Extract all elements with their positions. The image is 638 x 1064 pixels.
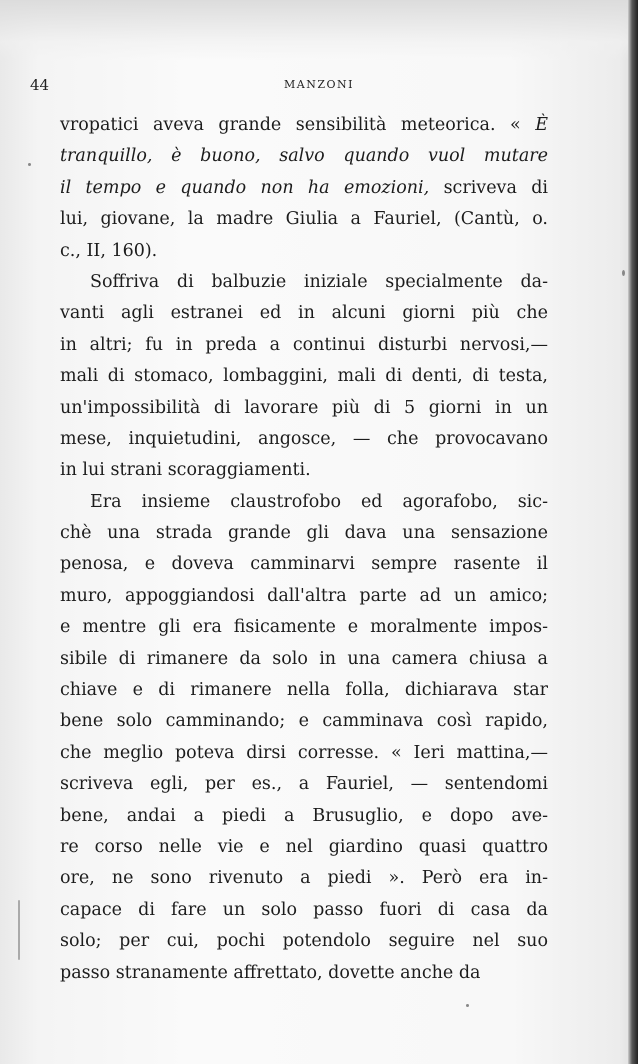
text-line (60, 110, 548, 141)
text-line (60, 863, 548, 894)
text-line (60, 644, 548, 675)
page-binding-edge (628, 0, 638, 1064)
text-line (60, 393, 548, 424)
paragraph (60, 487, 548, 989)
paragraph (60, 110, 548, 267)
paper-speck (28, 163, 31, 166)
text-line (60, 801, 548, 832)
text-segment: Soffriva di balbuzie iniziale specialmente da- (90, 271, 548, 292)
text-line (60, 706, 548, 737)
text-line (60, 487, 548, 518)
text-segment: solo; per cui, pochi potendolo seguire nel suo (60, 931, 548, 952)
text-line (60, 675, 548, 706)
text-segment: muro, appoggiandosi dall'altra parte ad un amico; (60, 585, 548, 606)
text-segment: un'impossibilità di lavorare più di 5 giorni in un (60, 397, 548, 418)
text-line (60, 769, 548, 800)
text-line (60, 738, 548, 769)
text-line (60, 958, 548, 989)
text-segment: in altri; fu in preda a continui disturbi nervosi,— (60, 334, 548, 355)
italic-quote-segment: tranquillo, è buono, salvo quando vuol mutare (60, 146, 548, 167)
text-line (60, 330, 548, 361)
text-segment: sibile di rimanere da solo in una camera chiusa a (60, 648, 548, 669)
text-segment: ore, ne sono rivenuto a piedi ». Però era in- (60, 868, 548, 889)
text-segment: c., II, 160). (60, 240, 158, 261)
page-number: 44 (30, 76, 50, 94)
text-segment: vropatici aveva grande sensibilità meteorica. « (60, 115, 536, 135)
text-segment: in lui strani scoraggiamenti. (60, 460, 311, 481)
text-segment: vanti agli estranei ed in alcuni giorni più che (60, 303, 548, 324)
text-segment: Era insieme claustrofobo ed agorafobo, sic- (90, 491, 548, 512)
text-line (60, 424, 548, 455)
italic-quote-segment: il tempo e quando non ha emozioni, (60, 177, 430, 198)
paper-mark (18, 900, 20, 960)
running-head: MANZONI (284, 78, 354, 91)
text-line (60, 581, 548, 612)
text-segment: chiave e di rimanere nella folla, dichiarava star (60, 680, 548, 701)
text-line (60, 204, 548, 235)
text-line (60, 926, 548, 957)
text-line (60, 361, 548, 392)
paper-speck (622, 270, 625, 276)
text-segment: re corso nelle vie e nel giardino quasi quattro (60, 836, 548, 857)
text-segment: mali di stomaco, lombaggini, mali di denti, di testa, (60, 366, 548, 387)
text-line (60, 298, 548, 329)
text-segment: chè una strada grande gli dava una sensazione (60, 523, 548, 544)
body-text (60, 110, 548, 989)
text-segment: penosa, e doveva camminarvi sempre rasente il (60, 554, 548, 575)
text-line (60, 141, 548, 172)
text-line (60, 267, 548, 298)
text-line (60, 895, 548, 926)
text-segment: capace di fare un solo passo fuori di casa da (60, 899, 548, 920)
text-segment: bene solo camminando; e camminava così rapido, (60, 711, 548, 732)
text-line (60, 518, 548, 549)
text-line (60, 832, 548, 863)
paragraph (60, 267, 548, 487)
text-segment: bene, andai a piedi a Brusuglio, e dopo ave- (60, 805, 548, 826)
text-line (60, 612, 548, 643)
text-segment: mese, inquietudini, angosce, — che provocavano (60, 428, 548, 449)
text-segment: che meglio poteva dirsi corresse. « Ieri mattina,— (60, 742, 548, 763)
text-segment: lui, giovane, la madre Giulia a Fauriel, (Cantù, o. (60, 209, 548, 230)
page-header (0, 70, 638, 98)
italic-quote-segment: È (535, 115, 548, 135)
paper-speck (466, 1004, 469, 1007)
text-segment: scriveva egli, per es., a Fauriel, — sentendomi (60, 774, 548, 795)
text-line (60, 173, 548, 204)
text-segment: passo stranamente affrettato, dovette anche da (60, 962, 481, 983)
page-top-shadow (0, 0, 638, 60)
text-segment: e mentre gli era fisicamente e moralmente impos- (60, 617, 548, 638)
text-line (60, 455, 548, 486)
text-segment: scriveva di (429, 177, 549, 198)
text-line (60, 549, 548, 580)
text-line (60, 236, 548, 267)
